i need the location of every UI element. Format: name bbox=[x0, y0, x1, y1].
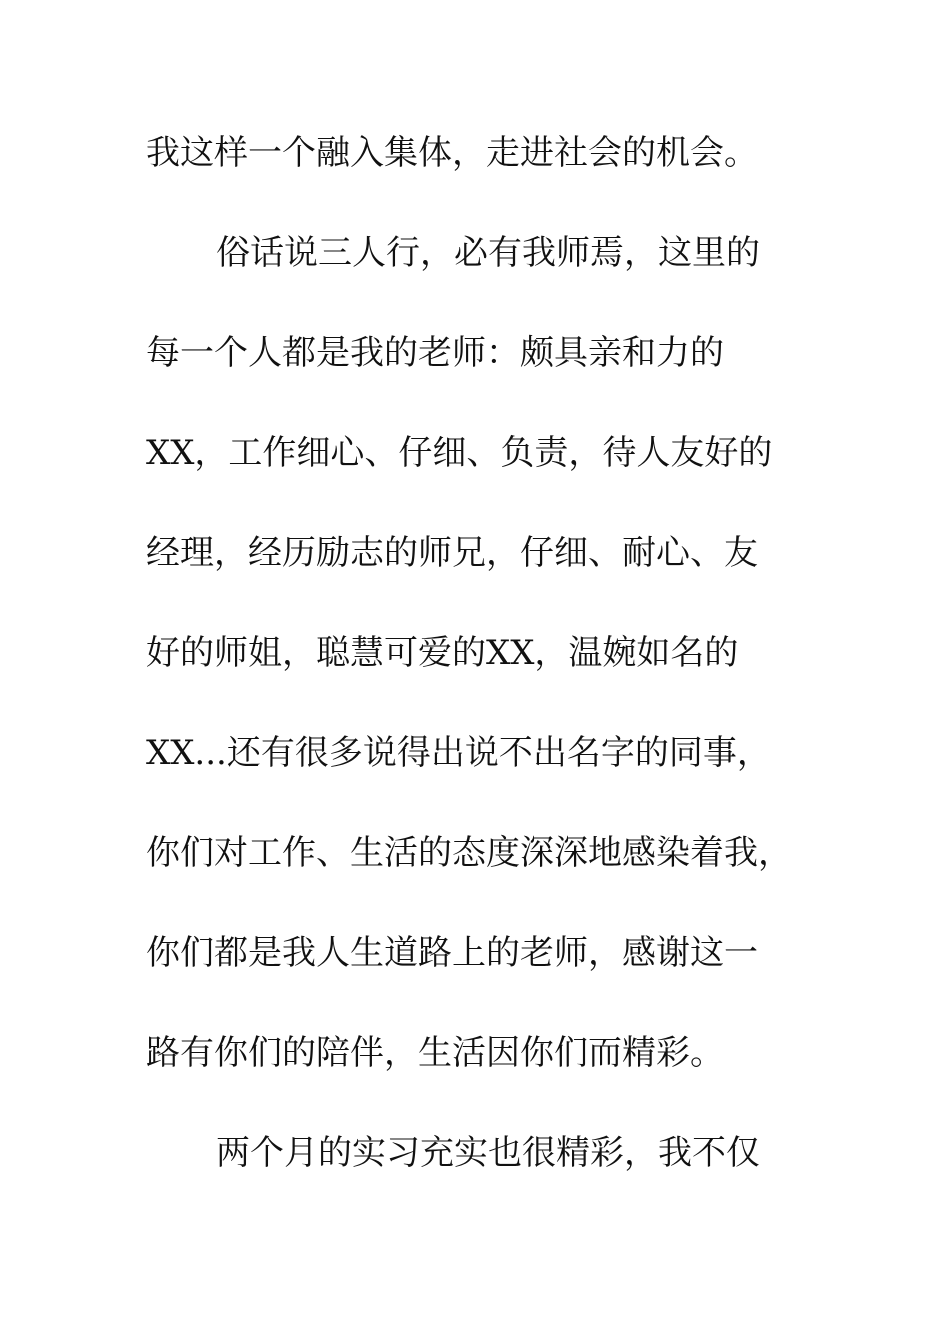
text-line: 经理，经历励志的师兄，仔细、耐心、友 bbox=[146, 533, 758, 573]
text-line: 每一个人都是我的老师：颇具亲和力的 bbox=[146, 333, 724, 373]
body-text bbox=[146, 124, 826, 1224]
paragraph-start-line: 俗话说三人行，必有我师焉，这里的 bbox=[216, 233, 760, 273]
paragraph-start-line: 两个月的实习充实也很精彩，我不仅 bbox=[216, 1133, 760, 1173]
text-line: XX，工作细心、仔细、负责，待人友好的 bbox=[146, 433, 773, 473]
text-line: 你们对工作、生活的态度深深地感染着我， bbox=[146, 833, 792, 873]
text-line: 好的师姐，聪慧可爱的XX，温婉如名的 bbox=[146, 633, 739, 673]
text-line: 路有你们的陪伴，生活因你们而精彩。 bbox=[146, 1033, 724, 1073]
text-line: 我这样一个融入集体，走进社会的机会。 bbox=[146, 133, 758, 173]
text-line: XX...还有很多说得出说不出名字的同事， bbox=[146, 733, 771, 773]
text-line: 你们都是我人生道路上的老师，感谢这一 bbox=[146, 933, 758, 973]
